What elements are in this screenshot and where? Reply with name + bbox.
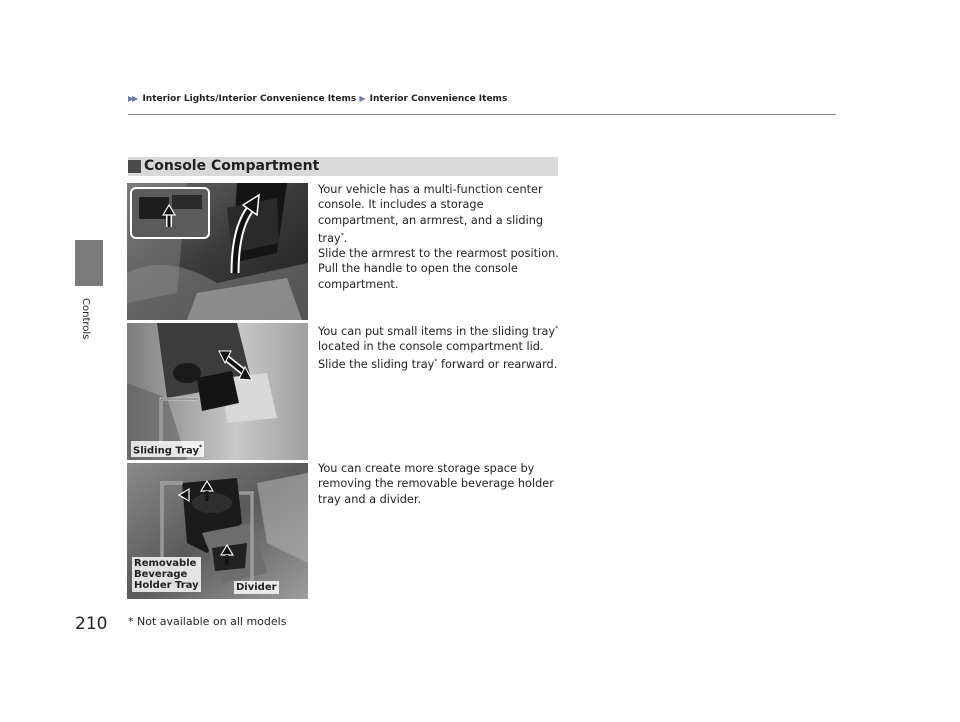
section-heading (128, 157, 558, 176)
header-rule (128, 114, 836, 115)
chapter-tab (75, 240, 103, 286)
callout-sliding-tray (131, 441, 204, 457)
paragraph-sliding-tray (318, 321, 563, 372)
p2-text-a: You can put small items in the sliding tray (318, 324, 556, 338)
footnote: * Not available on all models (128, 615, 287, 628)
breadcrumb-part-1[interactable]: Interior Lights/Interior Convenience Items (142, 94, 357, 104)
page-number: 210 (75, 614, 108, 634)
p1-star: * (340, 231, 344, 239)
section-square-icon (128, 160, 141, 173)
p2-star-1: * (555, 325, 559, 332)
callout-removable-line3: Holder Tray (134, 580, 199, 591)
console-compartment-photo (127, 183, 308, 320)
breadcrumb (128, 94, 507, 104)
section-title: Console Compartment (144, 158, 320, 174)
callout-removable-line2: Beverage (134, 569, 188, 580)
p1-text-a: Your vehicle has a multi-function center console. It includes a storage compartment, an armrest, and a sliding tray (318, 183, 544, 245)
paragraph-storage: You can create more storage space by removing the removable beverage holder tray and a divider. (318, 462, 554, 506)
callout-removable-line1: Removable (134, 558, 197, 569)
p2-text-c: forward or rearward. (437, 358, 558, 372)
callout-removable-tray (132, 557, 201, 592)
double-arrow-icon: ▶▶ (128, 94, 137, 103)
callout-sliding-tray-star: * (199, 444, 203, 451)
p1-text-c: Slide the armrest to the rearmost position. Pull the handle to open the console compartment. (318, 246, 559, 291)
arrow-icon: ▶ (359, 94, 364, 103)
sliding-tray-photo (127, 323, 308, 460)
breadcrumb-part-2[interactable]: Interior Convenience Items (369, 94, 508, 104)
callout-sliding-tray-text: Sliding Tray (133, 445, 200, 457)
paragraph-intro (318, 182, 563, 292)
chapter-label: Controls (80, 298, 91, 340)
p2-star-2: * (434, 358, 438, 366)
callout-divider: Divider (236, 582, 277, 593)
p2-text-b: located in the console compartment lid. Slide the sliding tray (318, 340, 544, 372)
p1-text-b: . (343, 231, 348, 245)
